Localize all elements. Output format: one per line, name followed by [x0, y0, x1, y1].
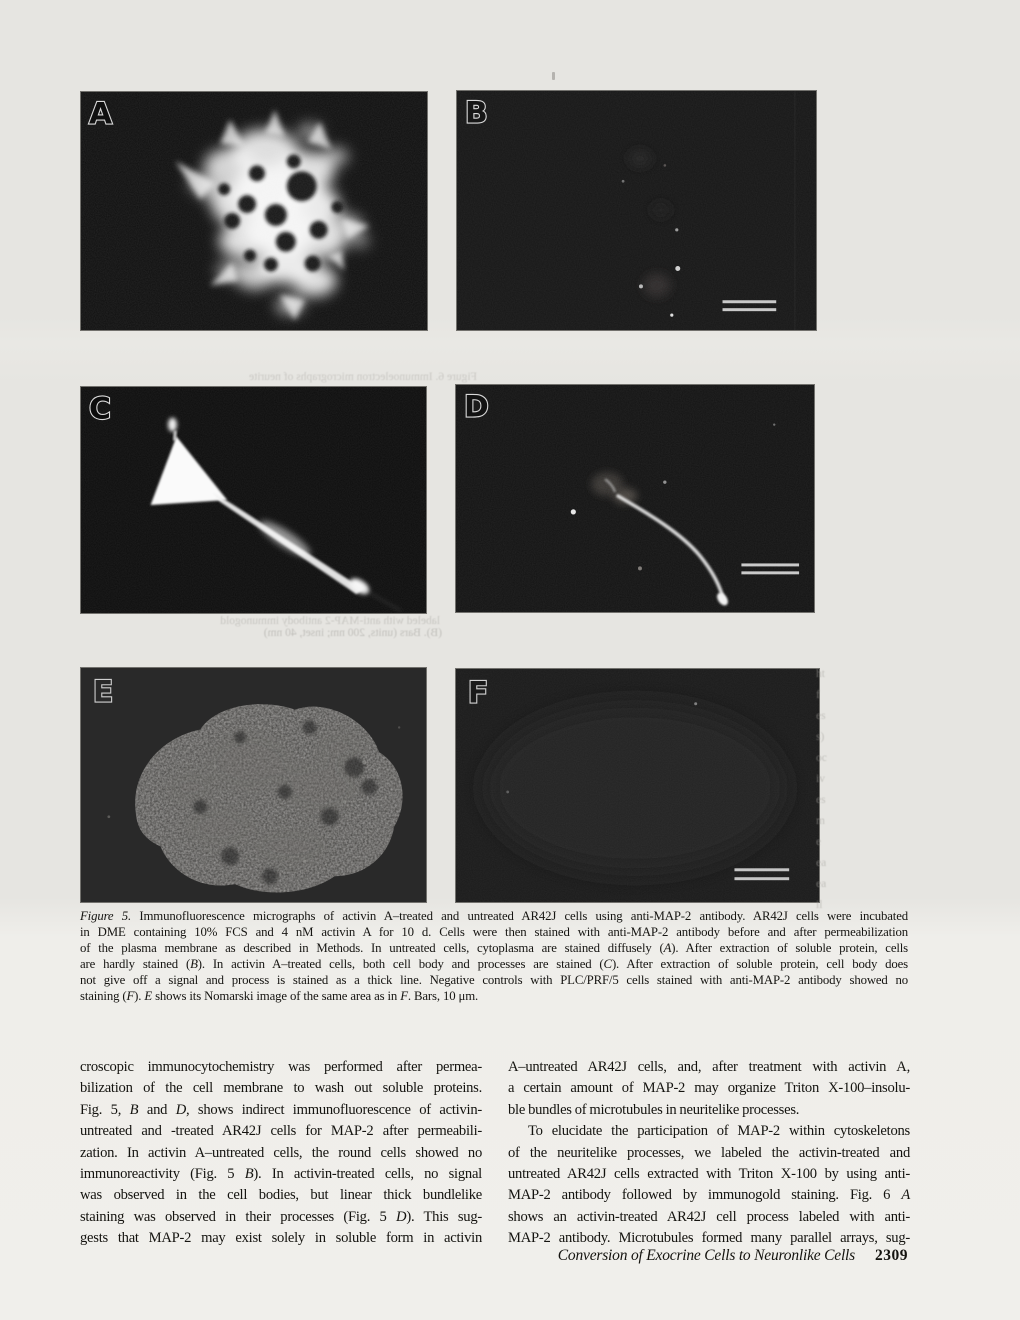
panel-d-label: D	[463, 389, 489, 425]
scan-dust-speck	[552, 72, 555, 80]
panel-a-label: A	[88, 96, 113, 132]
film-grain	[456, 669, 819, 902]
bleedthrough-text: (B). Bars (units, 200 nm; inset, 40 nm)	[263, 627, 442, 639]
body-line: A–untreated AR42J cells, and, after treatment with activin A,	[508, 1059, 910, 1075]
body-line: untreated AR42J cells extracted with Triton X-100 by using anti-	[508, 1166, 910, 1183]
bleedthrough-text: Figure 6. Immunoelectron micrographs of neurite	[248, 371, 477, 383]
body-line: bilization of the cell membrane to wash out soluble proteins.	[80, 1080, 482, 1097]
body-line: croscopic immunocytochemistry was performed after permea-	[80, 1059, 482, 1075]
body-line: MAP-2 antibody followed by immunogold staining. Fig. 6 A	[508, 1187, 910, 1204]
body-column-left	[80, 1057, 482, 1250]
body-line: Fig. 5, B and D, shows indirect immunofluorescence of activin-	[80, 1101, 482, 1118]
body-line: ble bundles of microtubules in neuritelike processes.	[508, 1101, 800, 1118]
caption-line: are hardly stained (B). In activin A–treated cells, both cell body and processes are stained (C). After extraction of soluble protein, cell body does	[80, 957, 908, 971]
body-line: gests that MAP-2 may exist solely in soluble form in activin	[80, 1230, 482, 1247]
caption-line: in DME containing 10% FCS and 4 nM activin A for 10 d. Cells were then stained with anti-MAP-2 antibody before and after permeabilization	[80, 925, 908, 939]
body-line: a certain amount of MAP-2 may organize Triton X-100–insolu-	[508, 1080, 910, 1097]
running-title: Conversion of Exocrine Cells to Neuronlike Cells	[557, 1247, 855, 1264]
caption-line: of the plasma membrane as described in Methods. In untreated cells, cytoplasma are stained diffusely (A). After extraction of soluble protein, cells	[80, 941, 908, 955]
body-line: immunoreactivity (Fig. 5 B). In activin-treated cells, no signal	[80, 1166, 482, 1183]
figure-caption	[80, 908, 908, 1004]
micrograph-panel-f	[455, 668, 820, 903]
page-footer	[508, 1247, 908, 1265]
film-grain	[81, 92, 427, 330]
film-grain	[457, 91, 816, 330]
caption-line: staining (F). E shows its Nomarski image of the same area as in F. Bars, 10 μm.	[80, 989, 479, 1003]
body-line: staining was observed in their processes (Fig. 5 D). This sug-	[80, 1208, 482, 1225]
caption-line: Figure 5. Immunofluorescence micrographs of activin A–treated and untreated AR42J cells using anti-MAP-2 antibody. AR42J cells were incubated	[80, 909, 908, 923]
body-line: To elucidate the participation of MAP-2 within cytoskeletons	[528, 1123, 910, 1140]
micrograph-panel-c	[80, 386, 427, 614]
panel-c-label: C	[88, 391, 111, 427]
film-grain	[456, 385, 814, 612]
body-line: zation. In activin A–untreated cells, the round cells showed no	[80, 1144, 482, 1161]
panel-e-label: E	[92, 674, 114, 710]
body-line: shows an activin-treated AR42J cell process labeled with anti-	[508, 1208, 910, 1225]
body-line: of the neuritelike processes, we labeled the activin-treated and	[508, 1144, 910, 1161]
panel-f-label: F	[467, 675, 489, 711]
body-column-right	[508, 1057, 910, 1250]
bleedthrough-text: labeled with anti-MAP-2 antibody immunogold	[220, 615, 440, 627]
caption-line: not give off a signal and process is stained as a thick line. Negative controls with PLC/PRF/5 cells stained with anti-MAP-2 antibody showed no	[80, 973, 908, 987]
body-line: MAP-2 antibody. Microtubules formed many parallel arrays, sug-	[508, 1230, 910, 1247]
micrograph-panel-b	[456, 90, 817, 331]
micrograph-panel-a	[80, 91, 428, 331]
film-grain	[81, 387, 426, 613]
body-line: was observed in the cell bodies, but linear thick bundlelike	[80, 1187, 482, 1204]
micrograph-panel-d	[455, 384, 815, 613]
bleedthrough-strip: ht f es s) oc iv es m e ea ea il	[816, 668, 827, 911]
panel-b-label: B	[464, 95, 488, 131]
body-line: untreated and -treated AR42J cells for MAP-2 after permeabili-	[80, 1123, 482, 1140]
page-number: 2309	[875, 1247, 908, 1264]
micrograph-panel-e	[80, 667, 427, 903]
